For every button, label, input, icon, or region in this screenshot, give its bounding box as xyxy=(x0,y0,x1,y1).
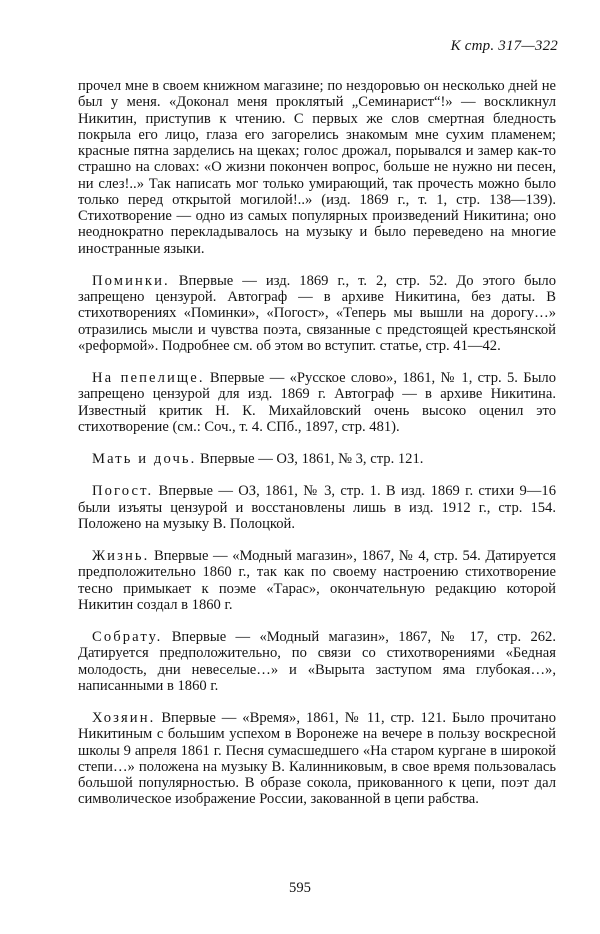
note-sobratu xyxy=(78,629,556,694)
note-pominki xyxy=(78,273,556,354)
running-head: К стр. 317—322 xyxy=(450,38,558,54)
note-heading: Мать и дочь. xyxy=(92,451,197,467)
note-heading: Хозяин. xyxy=(92,710,156,726)
note-text: Впервые — «Модный магазин», 1867, № 4, стр. 54. Датируется предположительно 1860 г., так как по своему настроению стихотворение тесно примыкает к поэме «Тарас», окончательную редакцию которой Никитин создал в 1860 г. xyxy=(78,548,556,613)
note-text: Впервые — ОЗ, 1861, № 3, стр. 121. xyxy=(196,451,424,467)
note-heading: Собрату. xyxy=(92,629,163,645)
commentary-body xyxy=(78,78,556,808)
note-heading: На пепелище. xyxy=(92,370,205,386)
note-khozyain xyxy=(78,710,556,808)
note-heading: Погост. xyxy=(92,483,154,500)
paragraph-text: прочел мне в своем книжном магазине; по нездоровью он несколько дней не был у меня. «Доконал меня проклятый „Семинарист“!» — воскликнул Никитин, приступив к чтению. С первых же слов смертная бледность покрыла его лицо, глаза его загорелись знакомым мне сухим пламенем; красные пятна зарделись на щеках; голос дрожал, порывался и замер как-то страшно на словах: «О жизни покончен вопрос, больше не нужно ни песен, ни слез!..» Так написать мог только умирающий, так прочесть можно было только перед открытой могилой!..» (изд. 1869 г., т. 1, стр. 138—139). Стихотворение — одно из самых популярных произведений Никитина; оно неоднократно перекладывалось на музыку и было переведено на многие иностранные языки. xyxy=(78,78,556,257)
note-text: Впервые — «Время», 1861, № 11, стр. 121. Было прочитано Никитиным с большим успехом в Воронеже на вечере в пользу воскресной школы 9 апреля 1861 г. Песня сумасшедшего «На старом кургане в широкой степи…» положена на музыку В. Калинниковым, в свое время пользовалась большой популярностью. В образе сокола, прикованного к цепи, поэт дал символическое изображение России, закованной в цепи рабства. xyxy=(78,710,556,808)
note-heading: Жизнь. xyxy=(92,548,150,564)
note-na-pepelishche xyxy=(78,370,556,435)
page-number: 595 xyxy=(289,880,311,896)
note-heading: Поминки. xyxy=(92,272,170,289)
note-text: Впервые — изд. 1869 г., т. 2, стр. 52. До этого было запрещено цензурой. Автограф — в архиве Никитина, без даты. В стихотворениях «Поминки», «Погост», «Теперь мы вышли на дорогу…» отразились мысли и чувства поэта, связанные с предстоящей крестьянской «реформой». Подробнее см. об этом во вступит. статье, стр. 41—42. xyxy=(78,272,556,354)
note-text: Впервые — ОЗ, 1861, № 3, стр. 1. В изд. 1869 г. стихи 9—16 были изъяты цензурой и восстановлены лишь в изд. 1912 г., стр. 154. Положено на музыку В. Полоцкой. xyxy=(78,483,556,532)
note-zhizn xyxy=(78,548,556,613)
note-mat-i-doch xyxy=(78,451,556,467)
note-text: Впервые — «Русское слово», 1861, № 1, стр. 5. Было запрещено цензурой для изд. 1869 г. Автограф — в архиве Никитина. Известный критик Н. К. Михайловский очень высоко оценил это стихотворение (см.: Соч., т. 4. СПб., 1897, стр. 481). xyxy=(78,370,556,435)
note-pogost xyxy=(78,483,556,532)
continued-paragraph xyxy=(78,78,556,257)
note-text: Впервые — «Модный магазин», 1867, № 17, стр. 262. Датируется предположительно, по связи со стихотворениями «Бедная молодость, дни невеселые…» и «Вырыта заступом яма глубокая…», написанными в 1860 г. xyxy=(78,629,556,694)
